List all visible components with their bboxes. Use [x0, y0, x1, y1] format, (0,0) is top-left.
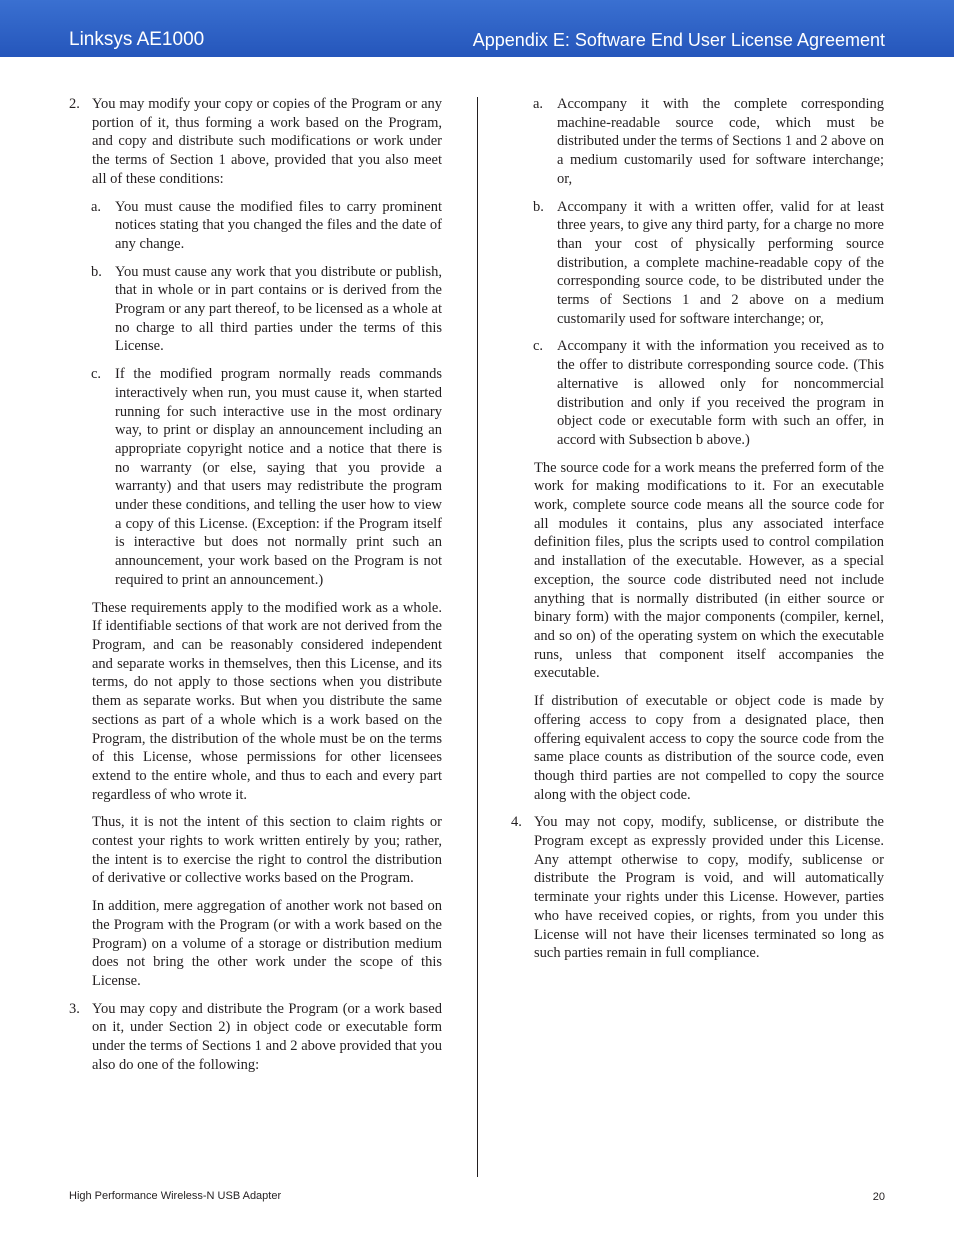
paragraph: These requirements apply to the modified work as a whole. If identifiable sections of that work are not derived from the Program, and can be reasonably considered independent and separate works in themselves, then this License, and its terms, do not apply to those sections when you distribute them as separate works. But when you distribute the same sections as part of a whole which is a work based on the Program, the distribution of the whole must be on the terms of this License, whose permissions for other licensees extend to the entire whole, and thus to each and every part regardless of who wrote it.	[92, 599, 442, 803]
left-column	[69, 95, 442, 1083]
sub-item-text: You must cause the modified files to carry prominent notices stating that you changed the files and the date of any change.	[115, 198, 442, 252]
sub-item	[69, 263, 442, 357]
sub-item-letter: b.	[91, 263, 102, 280]
item-number: 4.	[511, 814, 522, 831]
paragraph: If distribution of executable or object code is made by offering access to copy from a designated place, then offering equivalent access to copy the source code from the same place counts as distribution of the source code, even though third parties are not compelled to copy the source along with the object code.	[534, 693, 884, 803]
sub-item-text: Accompany it with a written offer, valid for at least three years, to give any third party, for a charge no more than your cost of physically performing source distribution, a complete machine-readable copy of the corresponding source code, to be distributed under the terms of Sections 1 and 2 above on a medium customarily used for software interchange; or,	[557, 198, 884, 327]
list-item	[511, 813, 884, 963]
item-text: You may not copy, modify, sublicense, or distribute the Program except as expressly provided under this License. Any attempt otherwise to copy, modify, sublicense or distribute the Program is void, and will automatically terminate your rights under this License. However, parties who have received copies, or rights, from you under this License will not have their licenses terminated so long as such parties remain in full compliance.	[534, 814, 884, 962]
paragraph: The source code for a work means the preferred form of the work for making modifications to it. For an executable work, complete source code means all the source code for all modules it contains, plus any associated interface definition files, plus the scripts used to control compilation and installation of the executable. However, as a special exception, the source code distributed need not include anything that is normally distributed (in either source or binary form) with the major components (compiler, kernel, and so on) of the operating system on which the executable runs, unless that component itself accompanies the executable.	[534, 459, 884, 682]
column-divider	[477, 97, 478, 1177]
sub-item-text: If the modified program normally reads commands interactively when run, you must cause it, when started running for such interactive use in the most ordinary way, to print or display an announcement including an appropriate copyright notice and a notice that there is no warranty (or else, saying that you provide a warranty) and that users may redistribute the program under these conditions, and telling the user how to view a copy of this License. (Exception: if the Program itself is interactive but does not normally print such an announcement, your work based on the Program is not required to print an announcement.)	[115, 366, 442, 588]
item-text: You may modify your copy or copies of the Program or any portion of it, thus forming a work based on the Program, and copy and distribute such modifications or work under the terms of Section 1 above, provided that you also meet all of these conditions:	[92, 96, 442, 187]
footer-product: High Performance Wireless-N USB Adapter	[69, 1190, 282, 1202]
item-number: 3.	[69, 1000, 80, 1017]
right-column	[511, 95, 884, 972]
sub-item	[511, 198, 884, 329]
sub-item	[69, 198, 442, 254]
product-title: Linksys AE1000	[69, 29, 205, 50]
sub-item-letter: c.	[533, 338, 544, 355]
sub-item	[511, 95, 884, 189]
sub-item-letter: a.	[91, 198, 102, 215]
sub-item-text: Accompany it with the information you received as to the offer to distribute corresponding source code. (This alternative is allowed only for noncommercial distribution and only if you received the program in object code or executable form with such an offer, in accord with Subsection b above.)	[557, 338, 884, 448]
item-number: 2.	[69, 96, 80, 112]
paragraph: In addition, mere aggregation of another work not based on the Program with the Program (or with a work based on the Program) on a volume of a storage or distribution medium does not bring the other work under the scope of this License.	[92, 898, 442, 989]
sub-item-text: You must cause any work that you distribute or publish, that in whole or in part contains or is derived from the Program or any part thereof, to be licensed as a whole at no charge to all third parties under the terms of this License.	[115, 263, 442, 355]
sub-item-letter: c.	[91, 366, 102, 383]
sub-item-letter: a.	[533, 96, 544, 112]
page-header	[0, 0, 954, 57]
section-title: Appendix E: Software End User License Agreement	[472, 30, 885, 50]
sub-item-letter: b.	[533, 198, 544, 215]
list-item	[69, 95, 442, 189]
list-item	[69, 1000, 442, 1075]
sub-item	[511, 337, 884, 449]
paragraph: Thus, it is not the intent of this section to claim rights or contest your rights to work written entirely by you; rather, the intent is to exercise the right to control the distribution of derivative or collective works based on the Program.	[92, 814, 442, 887]
sub-item-text: Accompany it with the complete corresponding machine-readable source code, which must be distributed under the terms of Sections 1 and 2 above on a medium customarily used for software interchange; or,	[557, 96, 884, 187]
item-text: You may copy and distribute the Program (or a work based on it, under Section 2) in object code or executable form under the terms of Sections 1 and 2 above provided that you also do one of the following:	[92, 1000, 442, 1073]
sub-item	[69, 365, 442, 589]
page-number: 20	[872, 1191, 885, 1203]
